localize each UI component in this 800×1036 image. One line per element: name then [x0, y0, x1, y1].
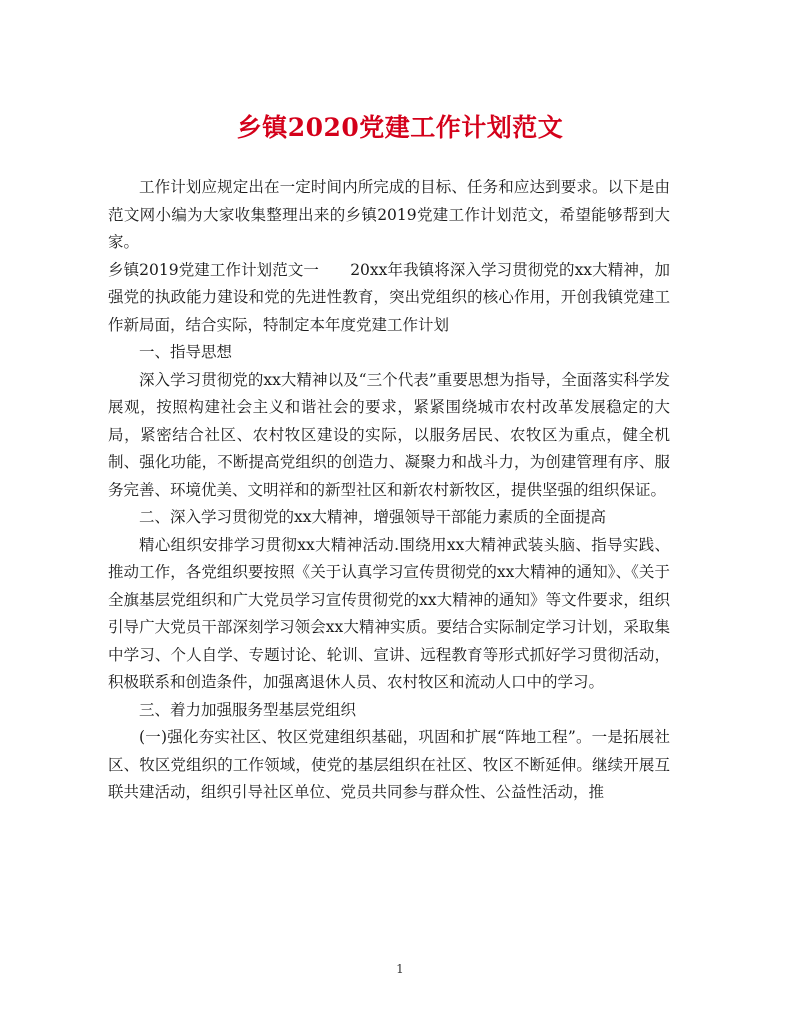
paragraph-intro: 工作计划应规定出在一定时间内所完成的目标、任务和应达到要求。以下是由范文网小编为大家收集整理出来的乡镇2019党建工作计划范文，希望能够帮到大家。	[108, 178, 670, 251]
paragraph-guiding-thought: 深入学习贯彻党的xx大精神以及“三个代表”重要思想为指导，全面落实科学发展观，按照构建社会主义和谐社会的要求，紧紧围绕城市农村改革发展稳定的大局，紧密结合社区、农村牧区建设的实际，以服务居民、农牧区为重点，健全机制、强化功能，不断提高党组织的创造力、凝聚力和战斗力，为创建管理有序、服务完善、环境优美、文明祥和的新型社区和新农村新牧区，提供坚强的组织保证。	[108, 370, 670, 499]
paragraph-study: 精心组织安排学习贯彻xx大精神活动.围绕用xx大精神武装头脑、指导实践、推动工作，各党组织要按照《关于认真学习宣传贯彻党的xx大精神的通知》、《关于全旗基层党组织和广大党员学习宣传贯彻党的xx大精神的通知》等文件要求，组织引导广大党员干部深刻学习领会xx大精神实质。要结合实际制定学习计划，采取集中学习、个人自学、专题讨论、轮训、宣讲、远程教育等形式抓好学习贯彻活动，积极联系和创造条件，加强离退休人员、农村牧区和流动人口中的学习。	[108, 535, 670, 691]
heading-guiding-thought: 一、指导思想	[139, 343, 233, 361]
paragraph-plan-one: 乡镇2019党建工作计划范文一 20xx年我镇将深入学习贯彻党的xx大精神，加强党的执政能力建设和党的先进性教育，突出党组织的核心作用，开创我镇党建工作新局面，结合实际，特制定本年度党建工作计划	[108, 260, 670, 334]
document-title: 乡镇2020党建工作计划范文	[236, 113, 564, 142]
heading-service-org: 三、着力加强服务型基层党组织	[139, 700, 357, 719]
page-number: 1	[396, 962, 404, 976]
paragraph-service-org: (一)强化夯实社区、牧区党建组织基础，巩固和扩展“阵地工程”。一是拓展社区、牧区党组织的工作领域，使党的基层组织在社区、牧区不断延伸。继续开展互联共建活动，组织引导社区单位、党员共同参与群众性、公益性活动，推	[108, 728, 670, 801]
document-body	[108, 174, 670, 807]
heading-study: 二、深入学习贯彻党的xx大精神，增强领导干部能力素质的全面提高	[139, 508, 606, 526]
